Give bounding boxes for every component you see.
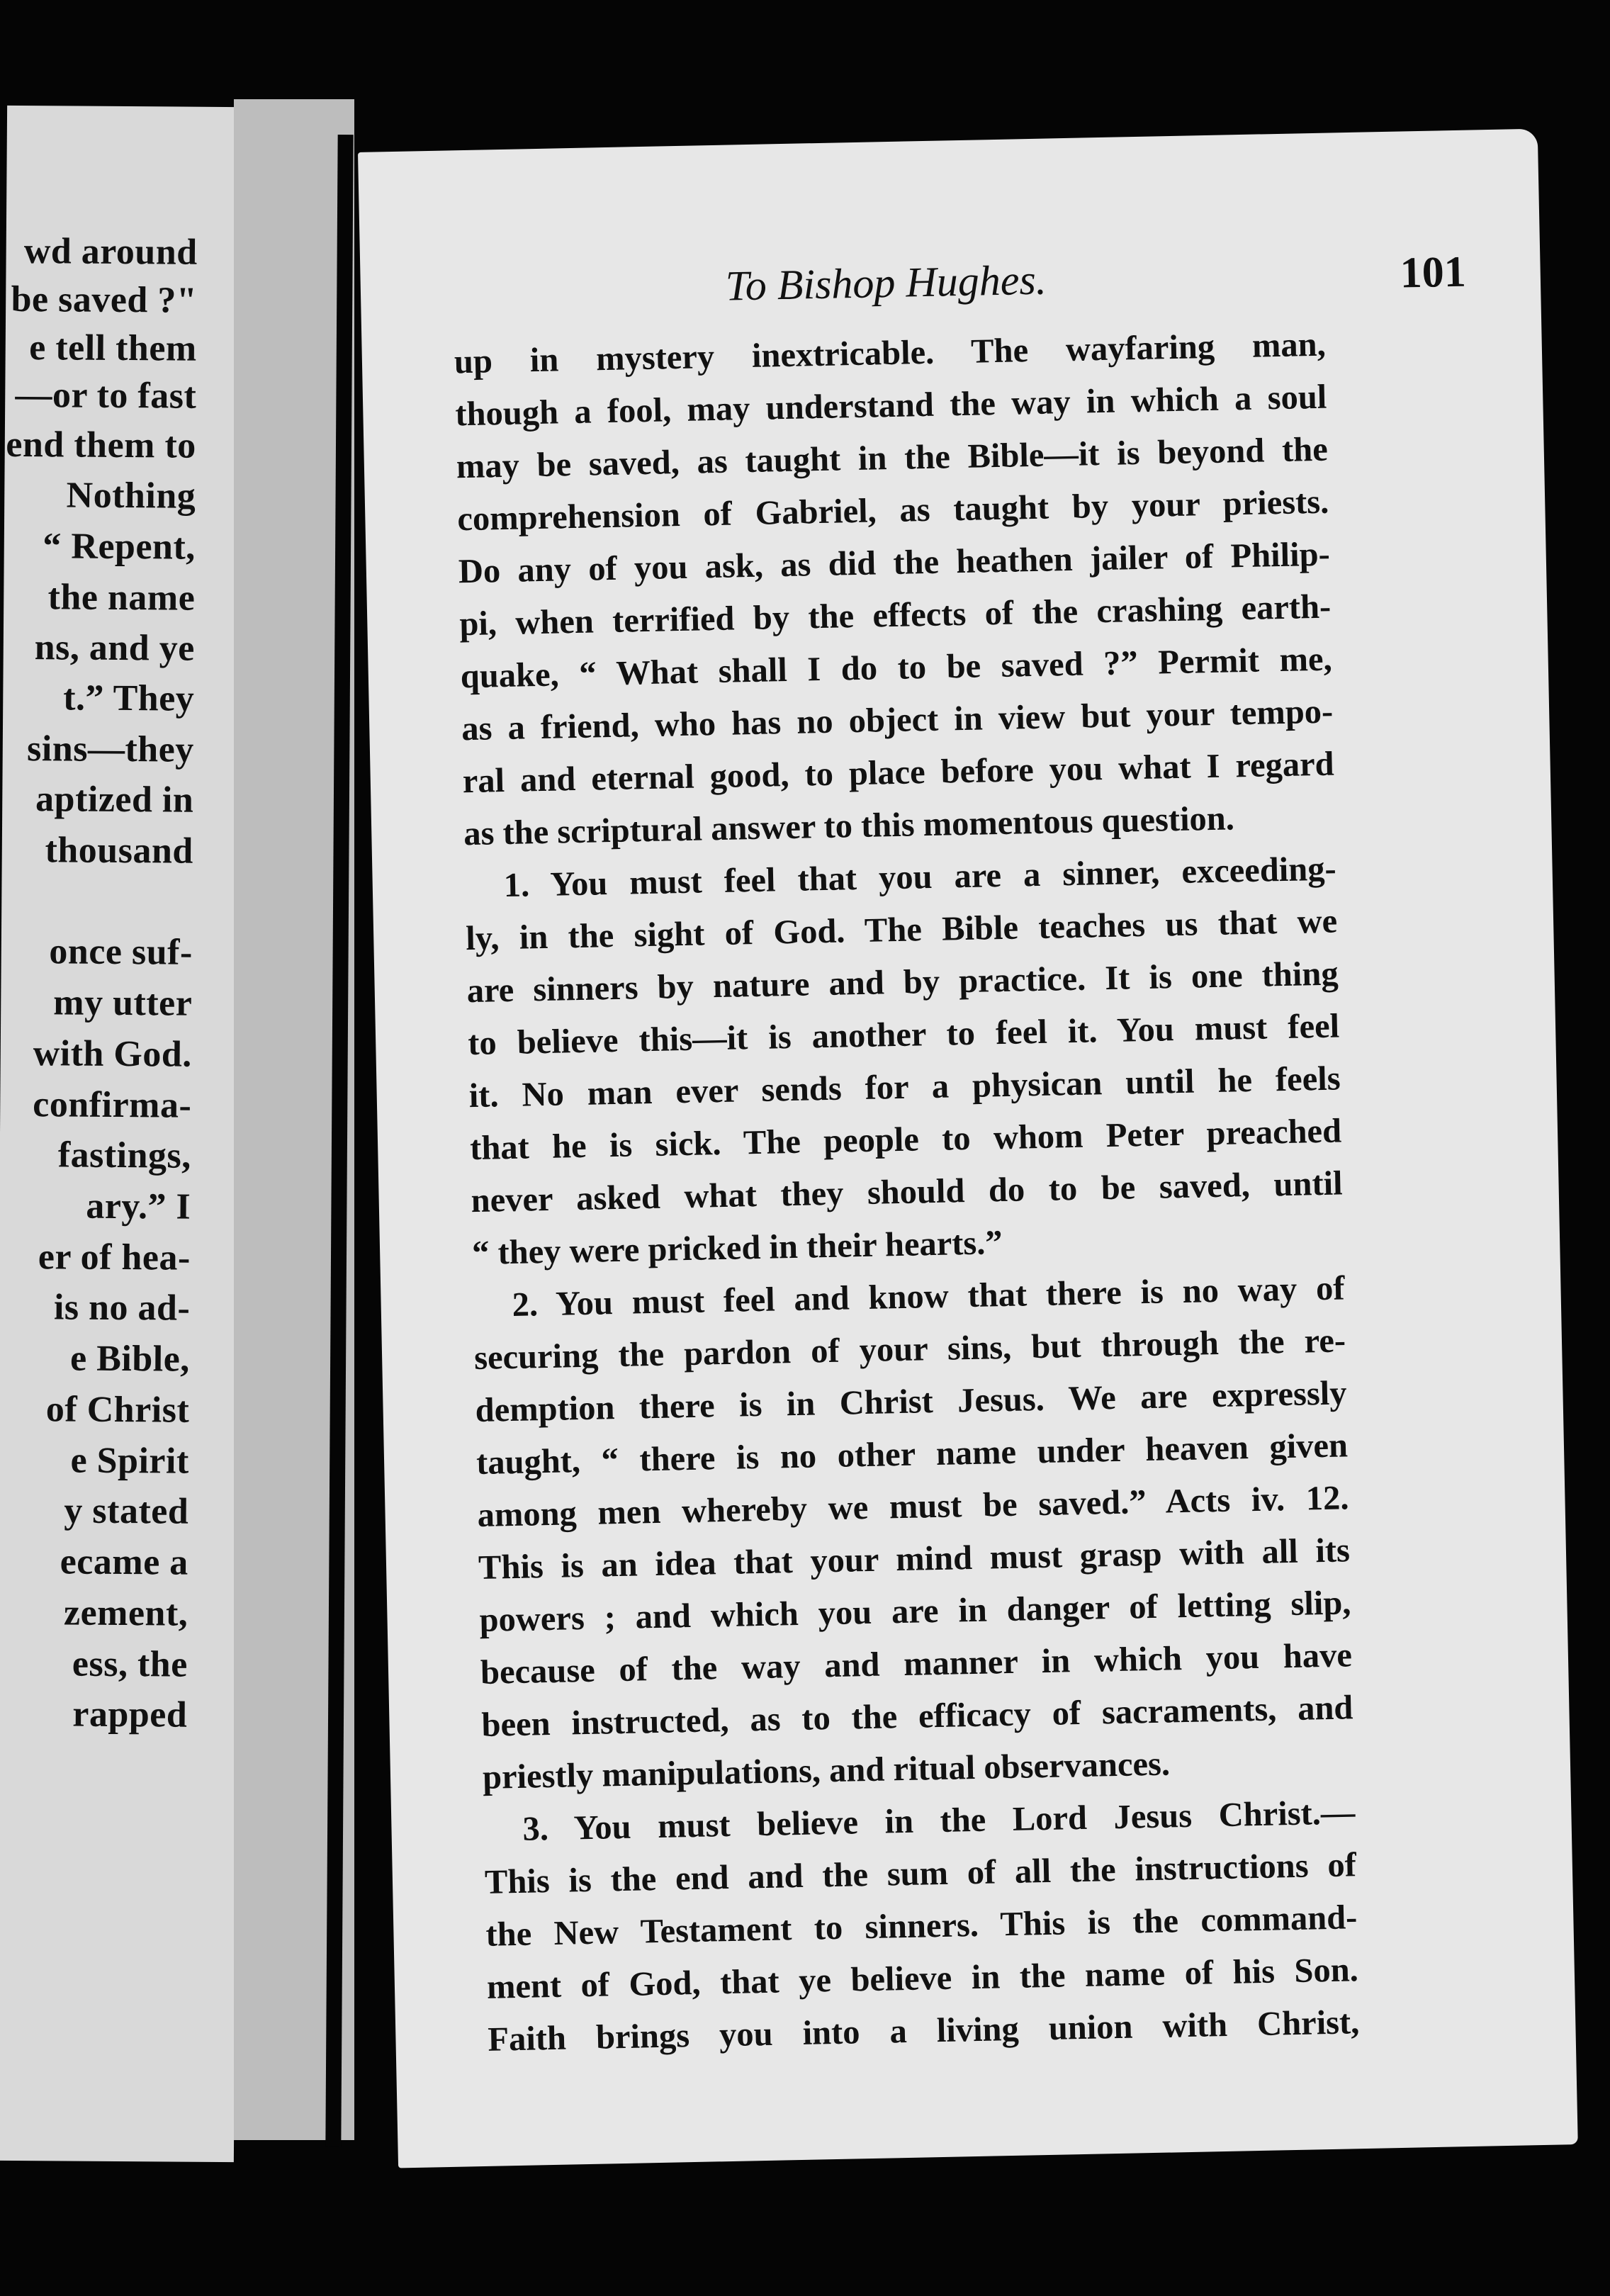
text-line: because of the way and manner in which you have: [480, 1636, 1353, 1692]
left-page-line: with God.: [33, 1033, 192, 1075]
left-page-line: rapped: [72, 1694, 188, 1735]
text-line: Faith brings you into a living union with Christ,: [487, 2003, 1360, 2059]
text-line: 2. You must feel and know that there is no way of: [512, 1269, 1345, 1324]
page-number: 101: [1400, 247, 1467, 298]
left-page-line: of Christ: [45, 1389, 190, 1431]
left-page-line: “ Repent,: [43, 526, 196, 568]
text-line: ly, in the sight of God. The Bible teaches us that we: [465, 902, 1338, 958]
body-text: [454, 319, 1360, 2066]
left-page-line: be saved ?": [11, 278, 198, 321]
text-line: powers ; and which you are in danger of letting slip,: [479, 1584, 1351, 1639]
book-page: [358, 129, 1578, 2168]
text-line: quake, “ What shall I do to be saved ?” Permit me,: [460, 640, 1333, 696]
left-page-line: the name: [47, 577, 196, 619]
left-page-line: thousand: [45, 830, 193, 872]
left-page-line: end them to: [6, 424, 196, 466]
left-page-line: once suf-: [49, 931, 193, 973]
left-page-line: wd around: [23, 231, 198, 273]
left-page-line: is no ad-: [53, 1287, 191, 1329]
text-line: it. No man ever sends for a physican until he feels: [468, 1059, 1341, 1115]
text-line: “ they were pricked in their hearts.”: [471, 1224, 1003, 1273]
text-line: as the scriptural answer to this momentous question.: [463, 799, 1235, 853]
text-line: demption there is in Christ Jesus. We are expressly: [475, 1374, 1347, 1430]
text-line: may be saved, as taught in the Bible—it is beyond the: [456, 430, 1329, 486]
text-line: This is an idea that your mind must grasp with all its: [478, 1531, 1351, 1587]
text-line: as a friend, who has no object in view but your tempo-: [461, 692, 1334, 748]
text-line: 3. You must believe in the Lord Jesus Christ.—: [522, 1794, 1356, 1848]
text-line: are sinners by nature and by practice. It is one thing: [466, 955, 1339, 1011]
text-line: securing the pardon of your sins, but through the re-: [473, 1322, 1346, 1378]
text-line: up in mystery inextricable. The wayfaring man,: [454, 325, 1327, 381]
text-line: pi, when terrified by the effects of the crashing earth-: [458, 587, 1332, 643]
left-page-line: ary.” I: [86, 1186, 191, 1227]
text-line: 1. You must feel that you are a sinner, exceeding-: [503, 850, 1337, 905]
left-page-line: aptized in: [35, 779, 194, 821]
left-page-line: er of hea-: [38, 1237, 191, 1278]
text-line: never asked what they should do to be saved, until: [471, 1164, 1344, 1220]
left-page-line: e Spirit: [70, 1440, 189, 1482]
text-line: ment of God, that ye believe in the name of his Son.: [486, 1951, 1359, 2006]
left-page-line: Nothing: [66, 475, 196, 517]
left-page-line: zement,: [63, 1592, 188, 1634]
text-line: comprehension of Gabriel, as taught by your priests.: [456, 483, 1329, 539]
text-line: Do any of you ask, as did the heathen jailer of Philip-: [458, 535, 1331, 591]
text-line: been instructed, as to the efficacy of sacraments, and: [481, 1689, 1353, 1744]
left-page-line: sins—they: [26, 728, 194, 770]
previous-page-fragment: [0, 106, 248, 2162]
left-page-line: e tell them: [29, 327, 197, 369]
left-page-line: —or to fast: [15, 374, 197, 417]
left-page-line: e Bible,: [69, 1338, 190, 1380]
left-page-line: y stated: [64, 1490, 189, 1532]
left-page-line: fastings,: [57, 1135, 191, 1176]
left-page-line: ns, and ye: [34, 627, 195, 669]
text-line: that he is sick. The people to whom Peter preached: [469, 1112, 1342, 1168]
text-line: taught, “ there is no other name under heaven given: [475, 1426, 1349, 1482]
text-line: the New Testament to sinners. This is the command-: [485, 1898, 1358, 1954]
left-page-line: t.” They: [63, 677, 195, 719]
text-line: priestly manipulations, and ritual observances.: [482, 1745, 1171, 1796]
left-page-line: ess, the: [72, 1643, 188, 1685]
text-line: among men whereby we must be saved.” Acts iv. 12.: [477, 1479, 1349, 1534]
text-line: This is the end and the sum of all the instructions of: [484, 1846, 1357, 1901]
left-page-line: my utter: [53, 982, 193, 1024]
text-line: ral and eternal good, to place before you what I regard: [462, 745, 1335, 801]
left-page-line: confirma-: [33, 1084, 192, 1126]
text-line: to believe this—it is another to feel it. You must feel: [467, 1007, 1340, 1063]
left-page-line: ecame a: [60, 1541, 188, 1583]
text-line: though a fool, may understand the way in which a soul: [454, 378, 1327, 434]
running-head-title: To Bishop Hughes.: [725, 256, 1047, 310]
